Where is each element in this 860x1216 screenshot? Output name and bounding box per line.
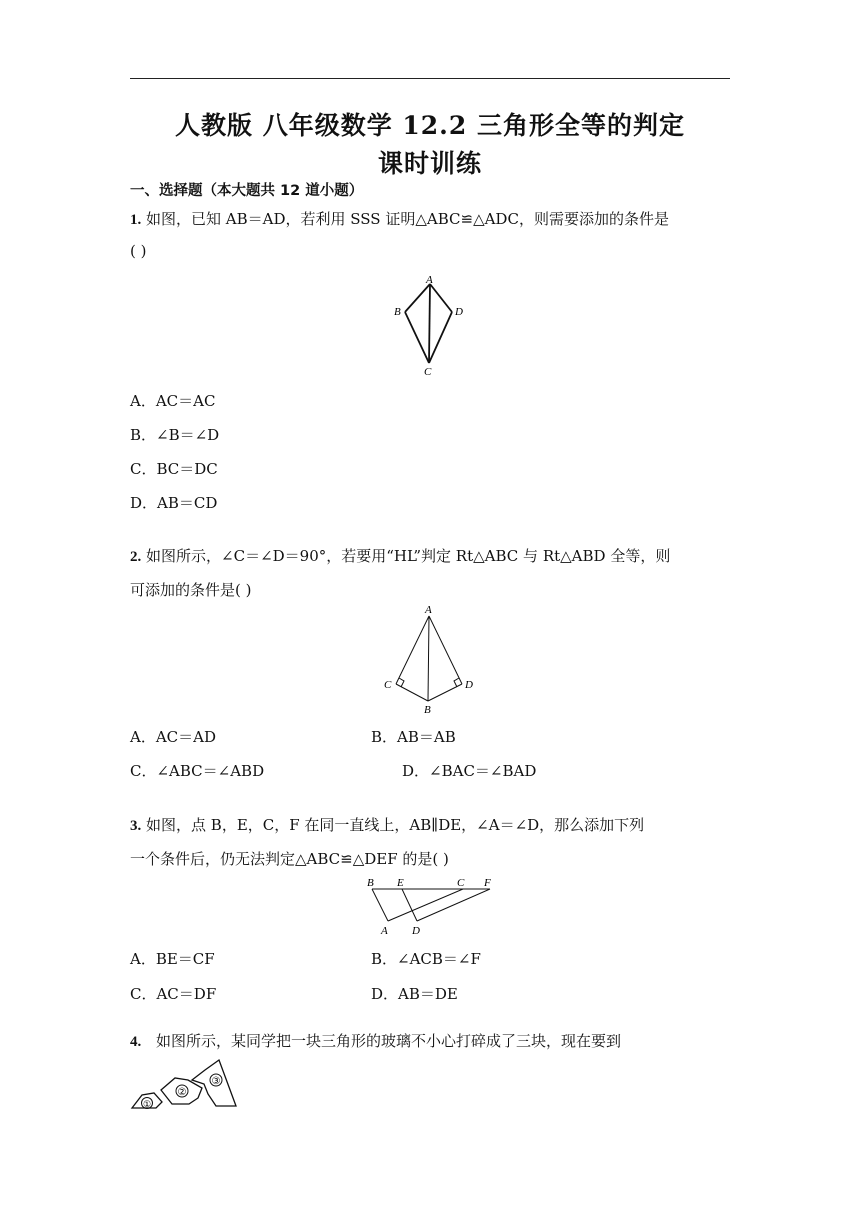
q3-label-d: D bbox=[412, 925, 420, 937]
q3-figure bbox=[362, 872, 502, 940]
q3-line1: 如图，点 B，E，C，F 在同一直线上，AB∥DE，∠A＝∠D，那么添加下列 bbox=[146, 816, 645, 834]
q2-line2: 可添加的条件是( ) bbox=[130, 581, 252, 599]
q3-option-a[interactable]: A．BE＝CF bbox=[130, 950, 215, 968]
q1-option-d[interactable]: D．AB＝CD bbox=[130, 494, 218, 512]
q3-option-b[interactable]: B．∠ACB＝∠F bbox=[371, 950, 481, 968]
q4-number: 4. bbox=[130, 1034, 142, 1050]
q2-label-d: D bbox=[465, 679, 473, 691]
q3-label-c: C bbox=[457, 877, 465, 889]
q1-label-b: B bbox=[394, 306, 401, 318]
q2-option-b[interactable]: B．AB＝AB bbox=[371, 728, 456, 746]
q1-line1: 如图，已知 AB＝AD，若利用 SSS 证明△ABC≌△ADC，则需要添加的条件是 bbox=[146, 210, 669, 228]
q3-option-c[interactable]: C．AC＝DF bbox=[130, 985, 217, 1003]
q1-label-a: A bbox=[426, 274, 433, 286]
q1-label-c: C bbox=[424, 366, 432, 378]
section-title: 一、选择题（本大题共 12 道小题） bbox=[130, 183, 364, 199]
q2-label-b: B bbox=[424, 704, 431, 716]
q1-stem bbox=[130, 208, 669, 229]
q3-option-d[interactable]: D．AB＝DE bbox=[371, 985, 458, 1003]
q1-option-c[interactable]: C．BC＝DC bbox=[130, 460, 218, 478]
q4-piece-3-label: ③ bbox=[211, 1076, 221, 1087]
q3-label-f: F bbox=[484, 877, 491, 889]
q3-stem bbox=[130, 814, 644, 835]
header-rule bbox=[130, 78, 730, 79]
q2-line1: 如图所示，∠C＝∠D＝90°，若要用“HL”判定 Rt△ABC 与 Rt△ABD 全等，则 bbox=[146, 547, 671, 565]
q1-line2: ( ) bbox=[130, 242, 147, 260]
q3-label-b: B bbox=[367, 877, 374, 889]
q2-figure bbox=[378, 600, 488, 720]
q4-piece-2-label: ② bbox=[177, 1087, 187, 1098]
q2-option-d[interactable]: D．∠BAC＝∠BAD bbox=[402, 762, 537, 780]
q1-option-b[interactable]: B．∠B＝∠D bbox=[130, 426, 220, 444]
q1-option-a[interactable]: A．AC＝AC bbox=[130, 392, 216, 410]
q2-label-a: A bbox=[425, 604, 432, 616]
q4-line1: 如图所示，某同学把一块三角形的玻璃不小心打碎成了三块，现在要到 bbox=[156, 1032, 622, 1050]
q1-figure bbox=[388, 272, 468, 377]
q2-stem bbox=[130, 545, 670, 566]
q3-line2: 一个条件后，仍无法判定△ABC≌△DEF 的是( ) bbox=[130, 850, 449, 868]
q3-label-e: E bbox=[397, 877, 404, 889]
q2-number: 2. bbox=[130, 549, 142, 565]
q2-option-a[interactable]: A．AC＝AD bbox=[130, 728, 217, 746]
q3-label-a: A bbox=[381, 925, 388, 937]
q4-piece-1-label: ① bbox=[142, 1099, 152, 1109]
q4-stem bbox=[130, 1030, 621, 1051]
q1-label-d: D bbox=[455, 306, 463, 318]
q3-number: 3. bbox=[130, 818, 142, 834]
q2-label-c: C bbox=[384, 679, 392, 691]
q1-number: 1. bbox=[130, 212, 142, 228]
page-title-line1: 人教版 八年级数学 12.2 三角形全等的判定 bbox=[174, 111, 685, 140]
q2-option-c[interactable]: C．∠ABC＝∠ABD bbox=[130, 762, 265, 780]
page-title-line2: 课时训练 bbox=[377, 149, 482, 178]
q4-figure bbox=[128, 1058, 240, 1114]
